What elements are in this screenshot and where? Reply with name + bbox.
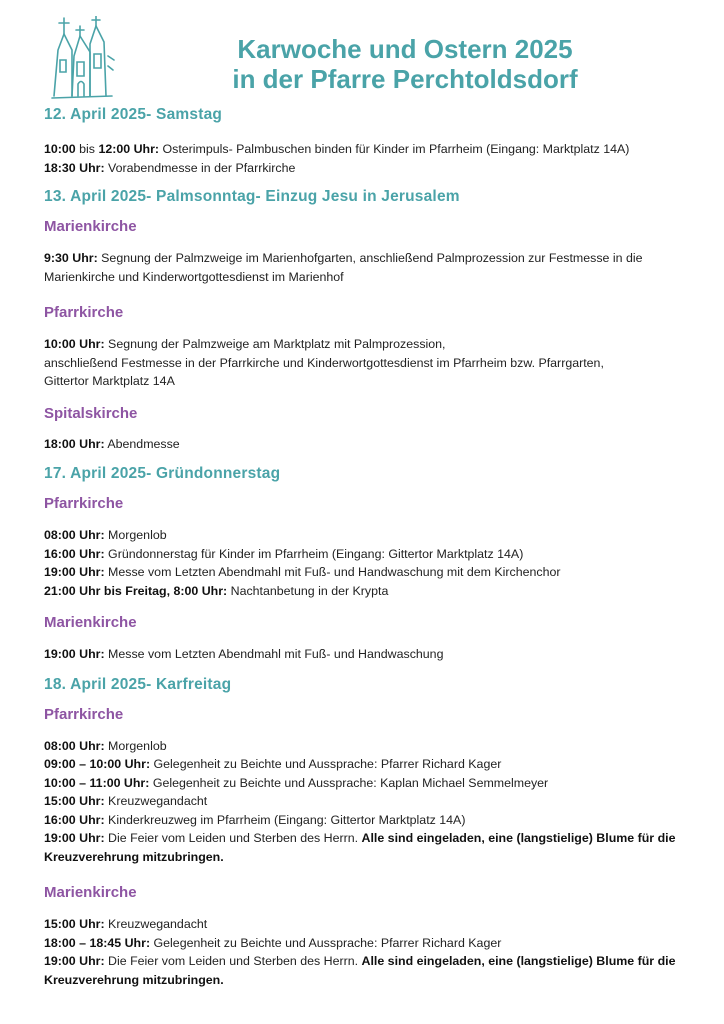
apr17-pfarr-entries: [44, 526, 689, 600]
entry-time: 15:00 Uhr:: [44, 917, 105, 931]
entry-text: bis: [75, 142, 99, 156]
list-item: [44, 952, 689, 989]
entry-time: 18:00 Uhr:: [44, 436, 105, 451]
list-item: [44, 526, 689, 545]
list-item: [44, 563, 689, 582]
entry-time: 19:00 Uhr:: [44, 831, 105, 845]
entry-text: Morgenlob: [104, 738, 167, 753]
list-item: [44, 545, 689, 564]
title-line-1: Karwoche und Ostern 2025: [237, 34, 573, 64]
entry-time: 12:00 Uhr:: [98, 142, 160, 156]
church-heading-pfarrkirche: Pfarrkirche: [44, 304, 124, 321]
entry-text: anschließend Festmesse in der Pfarrkirche und Kinderwortgottesdienst im Pfarrheim bzw. Pfarrgarten,: [44, 355, 604, 370]
schedule-content: [44, 106, 689, 989]
list-item: [44, 915, 689, 934]
list-item: [44, 755, 689, 774]
day-heading-apr12: 12. April 2025- Samstag: [44, 106, 223, 123]
entry-text: Messe vom Letzten Abendmahl mit Fuß- und Handwaschung: [104, 647, 444, 661]
entry-time: 18:30 Uhr:: [44, 160, 105, 175]
entry-text: Messe vom Letzten Abendmahl mit Fuß- und Handwaschung mit dem Kirchenchor: [104, 565, 561, 579]
church-heading-marienkirche: Marienkirche: [44, 614, 137, 631]
day-heading-apr13: 13. April 2025- Palmsonntag- Einzug Jesu in Jerusalem: [44, 188, 460, 205]
apr17-marien-entries: [44, 645, 689, 664]
church-heading-pfarrkirche: Pfarrkirche: [44, 705, 124, 723]
list-item: [44, 811, 689, 830]
day-heading-apr18: 18. April 2025- Karfreitag: [44, 675, 232, 693]
entry-time: 19:00 Uhr:: [44, 565, 105, 579]
list-item: [44, 934, 689, 953]
entry-time: 19:00 Uhr:: [44, 647, 105, 661]
list-item: [44, 335, 689, 354]
apr13-pfarr-entries: [44, 335, 689, 391]
apr13-spital-entries: [44, 435, 689, 454]
entry-emphasis: Alle sind eingeladen, eine (langstielige) Blume für die Kreuzverehrung mitzubringen.: [44, 831, 676, 864]
entry-time: 10:00 Uhr:: [44, 337, 105, 351]
entry-text: Die Feier vom Leiden und Sterben des Herrn.: [104, 954, 362, 968]
entry-text: Kreuzwegandacht: [104, 917, 208, 931]
list-item: [44, 435, 689, 454]
entry-text: Die Feier vom Leiden und Sterben des Herrn.: [104, 831, 362, 845]
list-item: [44, 249, 689, 286]
church-heading-pfarrkirche: Pfarrkirche: [44, 495, 124, 512]
entry-time: 16:00 Uhr:: [44, 546, 105, 561]
list-item: [44, 829, 689, 866]
list-item: [44, 159, 689, 178]
apr18-pfarr-entries: [44, 737, 689, 867]
title-line-2: in der Pfarre Perchtoldsdorf: [232, 64, 578, 94]
entry-text: Segnung der Palmzweige am Marktplatz mit Palmprozession,: [104, 337, 446, 351]
entry-text: Gelegenheit zu Beichte und Aussprache: Kaplan Michael Semmelmeyer: [149, 775, 549, 790]
entry-text: Morgenlob: [104, 528, 167, 542]
entry-text: Segnung der Palmzweige im Marienhofgarten, anschließend Palmprozession zur Festmesse in die Marienkirche und Kinderwortgottesdienst im Marienhof: [44, 251, 643, 284]
list-item: [44, 737, 689, 756]
entry-time: 08:00 Uhr:: [44, 738, 105, 753]
entry-text: Gelegenheit zu Beichte und Aussprache: Pfarrer Richard Kager: [150, 757, 502, 771]
apr18-marien-entries: [44, 915, 689, 989]
entry-time: 08:00 Uhr:: [44, 528, 105, 542]
entry-time: 19:00 Uhr:: [44, 954, 105, 968]
list-item: [44, 774, 689, 793]
entry-time: 15:00 Uhr:: [44, 794, 105, 808]
entry-text: Kreuzwegandacht: [104, 794, 208, 808]
entry-text: Osterimpuls- Palmbuschen binden für Kinder im Pfarrheim (Eingang: Marktplatz 14A): [159, 142, 630, 156]
entry-text: Vorabendmesse in der Pfarrkirche: [104, 160, 296, 175]
entry-time: 16:00 Uhr:: [44, 812, 105, 827]
list-item: [44, 140, 689, 159]
day-heading-apr17: 17. April 2025- Gründonnerstag: [44, 465, 281, 482]
entry-text: Gittertor Marktplatz 14A: [44, 374, 175, 388]
entry-text: Abendmesse: [104, 436, 180, 451]
list-item: [44, 645, 689, 664]
entry-emphasis: Alle sind eingeladen, eine (langstielige) Blume für die Kreuzverehrung mitzubringen.: [44, 954, 676, 987]
church-heading-marienkirche: Marienkirche: [44, 218, 137, 235]
list-item: [44, 582, 689, 601]
entry-text: Kinderkreuzweg im Pfarrheim (Eingang: Gittertor Marktplatz 14A): [104, 812, 466, 827]
church-heading-marienkirche: Marienkirche: [44, 884, 137, 901]
entry-text: Gründonnerstag für Kinder im Pfarrheim (Eingang: Gittertor Marktplatz 14A): [104, 546, 524, 561]
entry-time: 18:00 – 18:45 Uhr:: [44, 935, 151, 950]
list-item: [44, 792, 689, 811]
apr12-entries: [44, 140, 689, 177]
page-title: [140, 34, 670, 94]
entry-time: 10:00: [44, 142, 76, 156]
entry-text: Nachtanbetung in der Krypta: [227, 583, 389, 598]
entry-time: 10:00 – 11:00 Uhr:: [44, 775, 150, 790]
entry-time: 21:00 Uhr bis Freitag, 8:00 Uhr:: [44, 583, 228, 598]
entry-time: 09:00 – 10:00 Uhr:: [44, 757, 151, 771]
church-heading-spitalskirche: Spitalskirche: [44, 404, 138, 422]
entry-time: 9:30 Uhr:: [44, 251, 98, 265]
church-tower-sketch-icon: [50, 16, 116, 100]
entry-text: Gelegenheit zu Beichte und Aussprache: Pfarrer Richard Kager: [150, 935, 502, 950]
